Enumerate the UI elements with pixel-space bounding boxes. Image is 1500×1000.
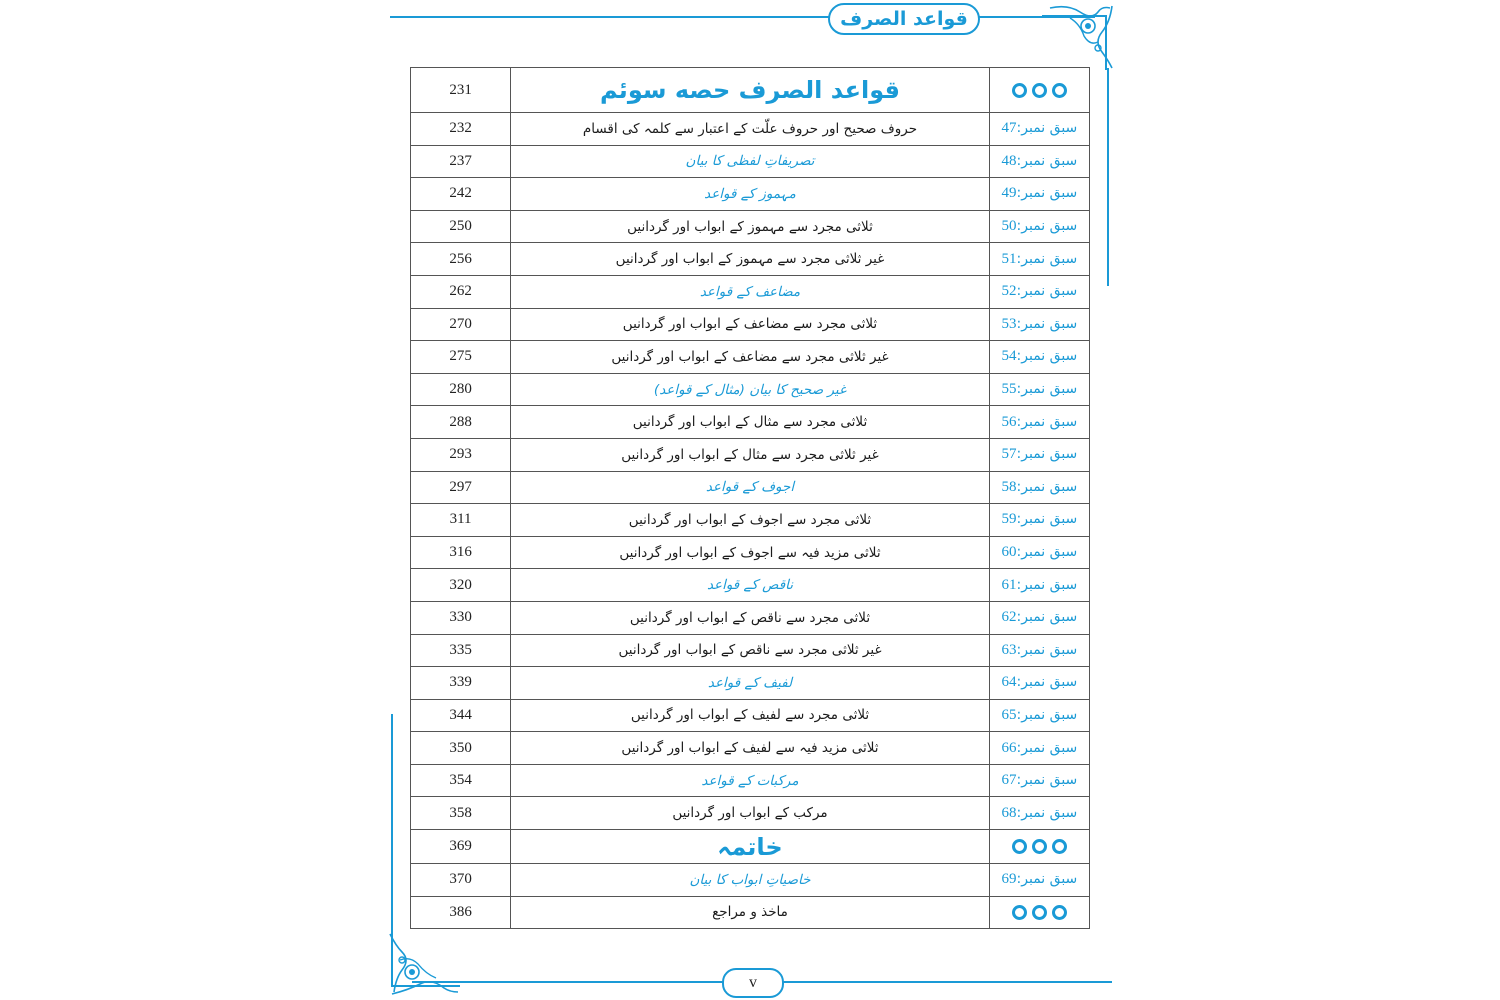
lesson-number: 57 (1001, 446, 1017, 463)
page-number: 320 (411, 569, 511, 602)
lesson-label: سبق نمبر (1021, 609, 1078, 626)
lesson-title: مہموز کے قواعد (511, 178, 990, 211)
lesson-row (411, 601, 1090, 634)
table-of-contents (410, 67, 1090, 929)
page-number: 354 (411, 764, 511, 797)
lesson-number-cell: سبق نمبر:48 (989, 145, 1089, 178)
lesson-title: ناقص کے قواعد (511, 569, 990, 602)
lesson-number: 54 (1001, 348, 1017, 365)
lesson-number-cell: سبق نمبر:51 (989, 243, 1089, 276)
lesson-label: سبق نمبر (1021, 511, 1078, 528)
lesson-number-cell: سبق نمبر:59 (989, 504, 1089, 537)
ornament-cell (989, 68, 1089, 113)
lesson-number: 62 (1001, 609, 1017, 626)
lesson-row (411, 308, 1090, 341)
lesson-label: سبق نمبر (1021, 674, 1078, 691)
lesson-label: سبق نمبر (1021, 641, 1078, 658)
page-number: 311 (411, 504, 511, 537)
lesson-label: سبق نمبر (1021, 446, 1078, 463)
lesson-number: 64 (1001, 674, 1017, 691)
lesson-number: 53 (1001, 315, 1017, 332)
lesson-row (411, 667, 1090, 700)
lesson-number-cell: سبق نمبر:61 (989, 569, 1089, 602)
lesson-title: مضاعف کے قواعد (511, 275, 990, 308)
lesson-title: غیر ثلاثی مجرد سے مضاعف کے ابواب اور گردانیں (511, 341, 990, 374)
lesson-row (411, 536, 1090, 569)
page-number: 288 (411, 406, 511, 439)
lesson-number-cell: سبق نمبر:69 (989, 864, 1089, 897)
lesson-number: 61 (1001, 576, 1017, 593)
lesson-row (411, 113, 1090, 146)
lesson-title: غیر ثلاثی مجرد سے مثال کے ابواب اور گردانیں (511, 438, 990, 471)
lesson-number-cell: سبق نمبر:65 (989, 699, 1089, 732)
page-number: 358 (411, 797, 511, 830)
closing-heading-row (411, 830, 1090, 864)
page-number: 262 (411, 275, 511, 308)
lesson-rows (411, 113, 1090, 830)
lesson-row (411, 178, 1090, 211)
lesson-number-cell: سبق نمبر:60 (989, 536, 1089, 569)
three-rings-icon (1012, 83, 1067, 98)
lesson-number-cell: سبق نمبر:62 (989, 601, 1089, 634)
lesson-row (411, 210, 1090, 243)
page-number-badge: v (722, 968, 784, 998)
lesson-label: سبق نمبر (1021, 739, 1078, 756)
lesson-label: سبق نمبر (1021, 772, 1078, 789)
lesson-label: سبق نمبر (1021, 315, 1078, 332)
lesson-title: ثلاثی مجرد سے مثال کے ابواب اور گردانیں (511, 406, 990, 439)
lesson-row (411, 145, 1090, 178)
left-border-rule (391, 714, 393, 939)
lesson-number-cell: سبق نمبر:55 (989, 373, 1089, 406)
lesson-row (411, 438, 1090, 471)
final-lesson-row (411, 864, 1090, 897)
lesson-row (411, 243, 1090, 276)
lesson-label: سبق نمبر (1021, 250, 1078, 267)
lesson-number: 48 (1001, 152, 1017, 169)
lesson-label: سبق نمبر (1021, 185, 1078, 202)
lesson-title: ثلاثی مجرد سے ناقص کے ابواب اور گردانیں (511, 601, 990, 634)
page-number: 250 (411, 210, 511, 243)
lesson-number-cell: سبق نمبر:54 (989, 341, 1089, 374)
references-title: ماخذ و مراجع (511, 896, 990, 929)
lesson-title: ثلاثی مجرد سے لفیف کے ابواب اور گردانیں (511, 699, 990, 732)
lesson-label: سبق نمبر (1021, 478, 1078, 495)
lesson-row (411, 341, 1090, 374)
page-number: 339 (411, 667, 511, 700)
lesson-label: سبق نمبر (1021, 152, 1078, 169)
lesson-label: سبق نمبر (1021, 706, 1078, 723)
page-number: 275 (411, 341, 511, 374)
right-border-rule (1107, 68, 1109, 286)
corner-ornament-bottom-left (388, 930, 462, 996)
lesson-title: خاصیاتِ ابواب کا بیان (511, 864, 990, 897)
lesson-number: 55 (1001, 381, 1017, 398)
three-rings-icon (1012, 905, 1067, 920)
page-number: 242 (411, 178, 511, 211)
lesson-label: سبق نمبر (1021, 348, 1078, 365)
lesson-title: ثلاثی مجرد سے اجوف کے ابواب اور گردانیں (511, 504, 990, 537)
page-number: 370 (411, 864, 511, 897)
references-row (411, 896, 1090, 929)
lesson-number-cell: سبق نمبر:49 (989, 178, 1089, 211)
lesson-row (411, 471, 1090, 504)
lesson-number: 58 (1001, 478, 1017, 495)
lesson-number: 52 (1001, 283, 1017, 300)
lesson-label: سبق نمبر (1021, 283, 1078, 300)
page-number: 369 (411, 830, 511, 864)
page-number: 237 (411, 145, 511, 178)
lesson-title: تصریفاتِ لفظی کا بیان (511, 145, 990, 178)
lesson-number: 65 (1001, 706, 1017, 723)
page-number: 231 (411, 68, 511, 113)
lesson-row (411, 764, 1090, 797)
lesson-number: 59 (1001, 511, 1017, 528)
lesson-number-cell: سبق نمبر:63 (989, 634, 1089, 667)
lesson-title: غیر ثلاثی مجرد سے مہموز کے ابواب اور گردانیں (511, 243, 990, 276)
page-number: 350 (411, 732, 511, 765)
lesson-row (411, 373, 1090, 406)
ornament-cell (989, 896, 1089, 929)
lesson-number: 49 (1001, 185, 1017, 202)
lesson-label: سبق نمبر (1021, 576, 1078, 593)
lesson-label: سبق نمبر (1021, 804, 1078, 821)
lesson-row (411, 634, 1090, 667)
lesson-number: 47 (1001, 120, 1017, 137)
section-heading-title: قواعد الصرف حصه سوئم (511, 68, 990, 113)
lesson-number-cell: سبق نمبر:67 (989, 764, 1089, 797)
lesson-title: ثلاثی مزید فیہ سے لفیف کے ابواب اور گردانیں (511, 732, 990, 765)
lesson-number: 50 (1001, 218, 1017, 235)
page-number: 297 (411, 471, 511, 504)
lesson-number: 67 (1001, 772, 1017, 789)
lesson-number-cell: سبق نمبر:52 (989, 275, 1089, 308)
lesson-title: مرکب کے ابواب اور گردانیں (511, 797, 990, 830)
lesson-row (411, 699, 1090, 732)
section-heading-row (411, 68, 1090, 113)
lesson-number-cell: سبق نمبر:66 (989, 732, 1089, 765)
lesson-number: 56 (1001, 413, 1017, 430)
lesson-number-cell: سبق نمبر:50 (989, 210, 1089, 243)
lesson-number-cell: سبق نمبر:64 (989, 667, 1089, 700)
lesson-row (411, 275, 1090, 308)
lesson-number-cell: سبق نمبر:47 (989, 113, 1089, 146)
page-number: 232 (411, 113, 511, 146)
lesson-number-cell: سبق نمبر:53 (989, 308, 1089, 341)
header-title: قواعد الصرف (828, 3, 980, 35)
lesson-title: حروف صحیح اور حروف علّت کے اعتبار سے کلمہ کی اقسام (511, 113, 990, 146)
lesson-label: سبق نمبر (1021, 544, 1078, 561)
page-number: 256 (411, 243, 511, 276)
lesson-title: مرکبات کے قواعد (511, 764, 990, 797)
lesson-label: سبق نمبر (1021, 413, 1078, 430)
lesson-title: ثلاثی مزید فیہ سے اجوف کے ابواب اور گردانیں (511, 536, 990, 569)
lesson-title: ثلاثی مجرد سے مہموز کے ابواب اور گردانیں (511, 210, 990, 243)
lesson-label: سبق نمبر (1021, 218, 1078, 235)
page-number: 335 (411, 634, 511, 667)
page-number: 316 (411, 536, 511, 569)
lesson-title: غیر ثلاثی مجرد سے ناقص کے ابواب اور گردانیں (511, 634, 990, 667)
lesson-title: ثلاثی مجرد سے مضاعف کے ابواب اور گردانیں (511, 308, 990, 341)
lesson-title: غیر صحیح کا بیان (مثال کے قواعد) (511, 373, 990, 406)
lesson-number: 51 (1001, 250, 1017, 267)
closing-heading-title: خاتمہ (511, 830, 990, 864)
lesson-number: 60 (1001, 544, 1017, 561)
lesson-title: اجوف کے قواعد (511, 471, 990, 504)
lesson-number: 68 (1001, 804, 1017, 821)
lesson-label: سبق نمبر (1021, 871, 1078, 888)
corner-ornament-top-right (1040, 2, 1114, 72)
lesson-number-cell: سبق نمبر:68 (989, 797, 1089, 830)
lesson-number: 69 (1001, 871, 1017, 888)
lesson-row (411, 732, 1090, 765)
ornament-cell (989, 830, 1089, 864)
lesson-row (411, 569, 1090, 602)
three-rings-icon (1012, 839, 1067, 854)
lesson-title: لفیف کے قواعد (511, 667, 990, 700)
page-number: 330 (411, 601, 511, 634)
page-number: 270 (411, 308, 511, 341)
lesson-number-cell: سبق نمبر:58 (989, 471, 1089, 504)
lesson-label: سبق نمبر (1021, 381, 1078, 398)
lesson-row (411, 504, 1090, 537)
lesson-number: 63 (1001, 641, 1017, 658)
page-number: 293 (411, 438, 511, 471)
page-number: 280 (411, 373, 511, 406)
header-rule (390, 16, 1095, 18)
lesson-number-cell: سبق نمبر:57 (989, 438, 1089, 471)
page-number: 386 (411, 896, 511, 929)
page-number: 344 (411, 699, 511, 732)
lesson-row (411, 797, 1090, 830)
lesson-label: سبق نمبر (1021, 120, 1078, 137)
lesson-number-cell: سبق نمبر:56 (989, 406, 1089, 439)
lesson-number: 66 (1001, 739, 1017, 756)
lesson-row (411, 406, 1090, 439)
